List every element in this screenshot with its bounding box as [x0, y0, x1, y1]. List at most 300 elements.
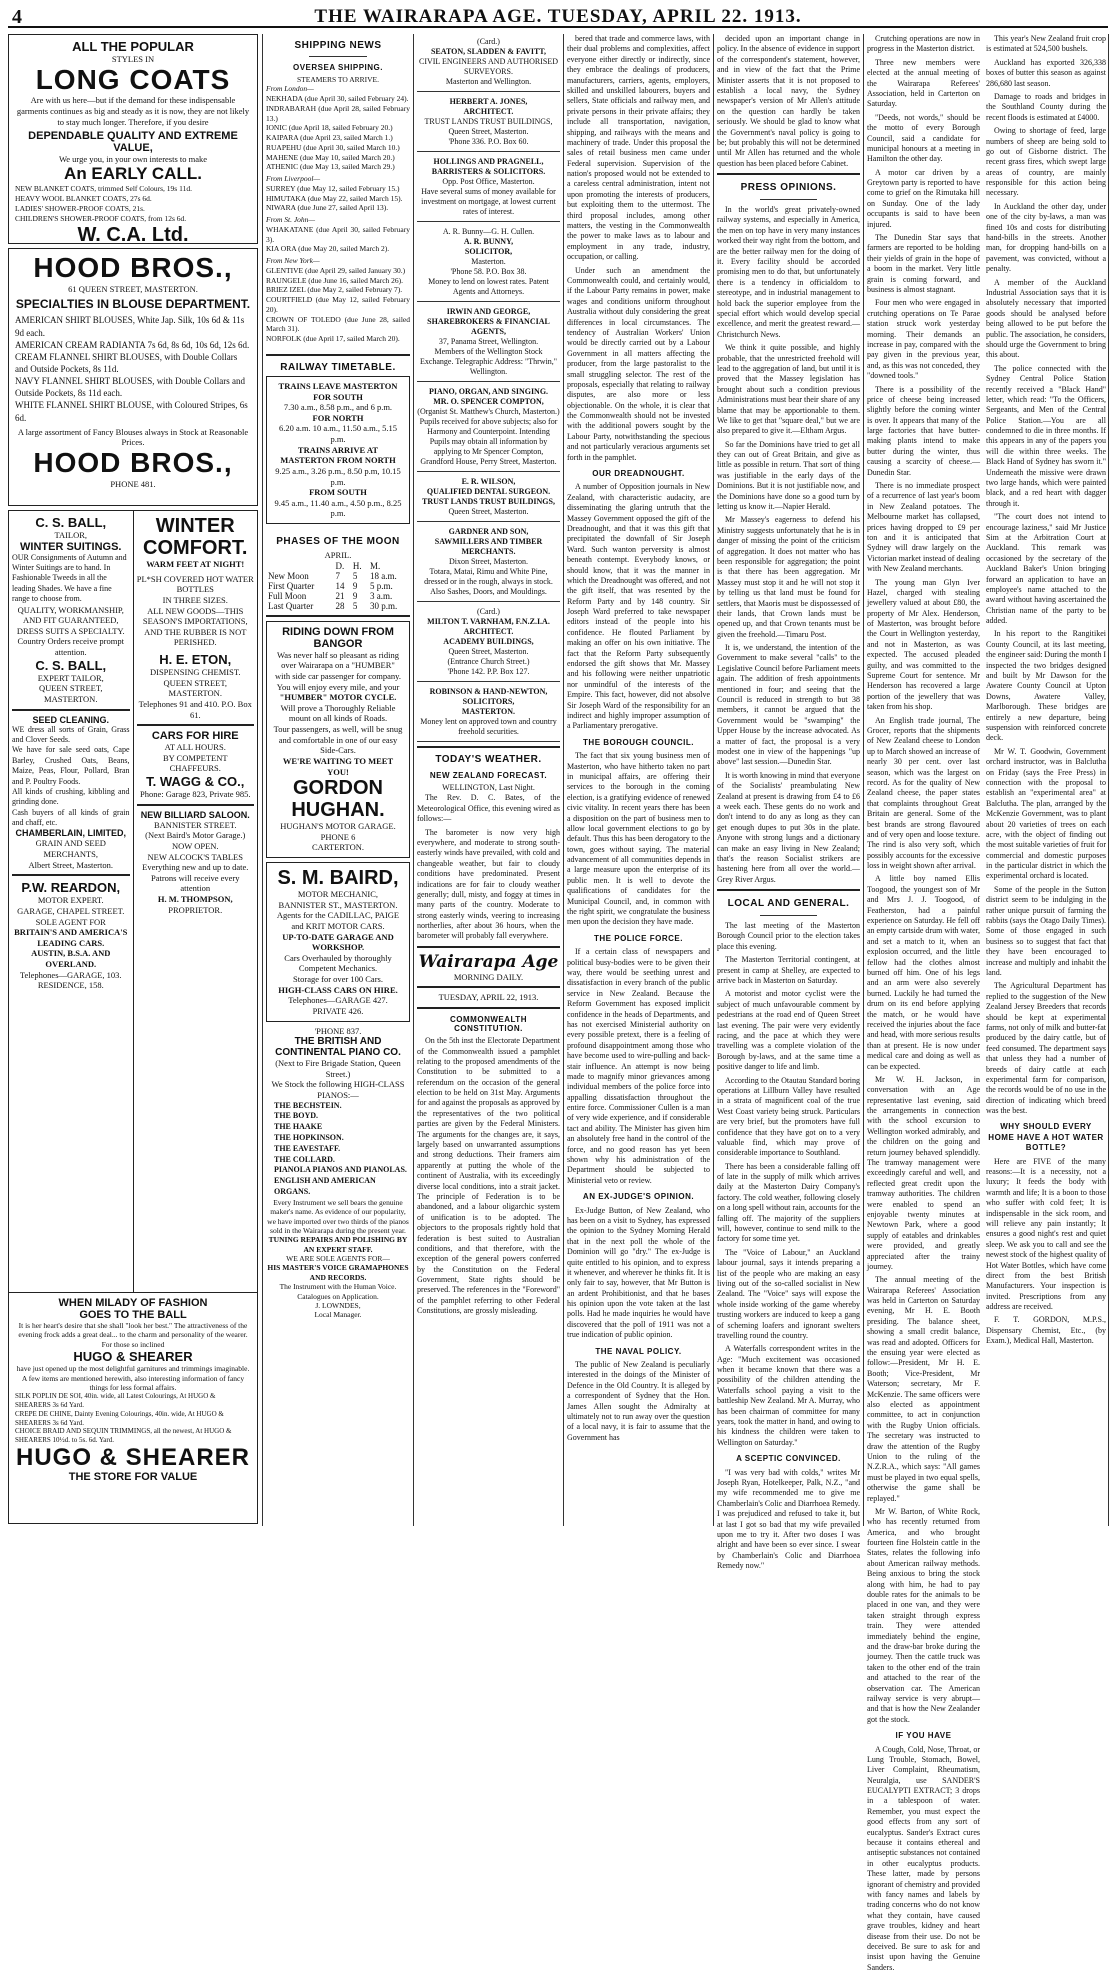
- ad-text: Every Instrument we sell bears the genuine maker's name. As evidence of our popularity, we have imported over two thirds of the pianos sold in the Wairarapa during the present year.: [266, 1198, 410, 1236]
- card-line: A. R. BUNNY,: [417, 237, 560, 247]
- ad-text: WARM FEET AT NIGHT!: [137, 559, 255, 570]
- ad-address: BANNISTER ST., MASTERTON.: [273, 900, 403, 911]
- list-item: PIANOLA PIANOS AND PIANOLAS.: [274, 1165, 410, 1176]
- ad-text: We Stock the following HIGH-CLASS PIANOS:—: [266, 1079, 410, 1100]
- ad-text: WE dress all sorts of Grain, Grass and Clover Seeds.: [12, 725, 130, 746]
- article-paragraph: Mr W. Barton, of White Rock, who has recently returned from America, and who brought fourteen fine Holstein cattle in the States, relates the following info about American railway methods. Being anxious to bring the stock along with him, he had to pay double rates for the animals to be placed in one van, and they were taken straight through express train. They were attended immediately behind the engine, and the draw-bar broke during the journey. Then the cattle truck was taken to the other end of the train and attached to the rear of the observation car. The American railway service is very abrupt—and that is how the New Zealander got the stock.: [867, 1507, 980, 1725]
- railway-timetable: [266, 376, 410, 524]
- section-heading: THE BOROUGH COUNCIL.: [567, 738, 710, 748]
- ad-text: (Next Baird's Motor Garage.): [137, 830, 255, 841]
- article-paragraph: In his report to the Rangitikei County Council, at its last meeting, the engineer said: During the month I inspected the two bridges designed and built by Mr Dawson for the Awatere County Council at Upton Downs, Awatere Valley, Marlborough. These bridges are entirely a new departure, being suspension with reinforced concrete deck.: [986, 629, 1106, 743]
- ad-firm-name: W. C.A. Ltd.: [15, 224, 251, 246]
- list-item: INDRABARAH (due April 28, sailed February 13.): [266, 104, 410, 124]
- article-paragraph: So far the Dominions have tried to get all they can out of Great Britain, and give as little as possible in return. That sort of thing was justifiable in the early days of the Dominions. But it is not justifiable now, and the Dominions have done so a good turn by letting us know it.—Napier Herald.: [717, 440, 860, 513]
- ad-headline: ALL THE POPULAR: [15, 39, 251, 54]
- article-paragraph: The Rev. D. C. Bates, of the Meteorological Office, this evening wired as follows:—: [417, 793, 560, 824]
- professional-card: [417, 224, 560, 302]
- article-paragraph: decided upon an important change in policy. In the absence of evidence in support of the correspondent's statement, however, and in view of the fact that the Prime Minister asserts that it is not proposed to establish a local navy, the Sydney newspaper's version of Mr Allen's attitude on the question can hardly be taken seriously. We should be glad to know what the Government's naval policy is going to be; but probably this will not be determined until Mr Allen has returned and the whole question has been placed before Cabinet.: [717, 34, 860, 169]
- ad-text: We have for sale seed oats, Cape Barley, Crushed Oats, Beans, Maize, Peas, Flour, Pollard, Bran and P. Poultry Foods.: [12, 745, 130, 787]
- ad-phone: 'PHONE 837.: [266, 1026, 410, 1037]
- ad-text: UP-TO-DATE GARAGE AND WORKSHOP.: [273, 932, 403, 953]
- ad-headline: WINTER SUITINGS.: [12, 541, 130, 553]
- ad-headline: SEED CLEANING.: [12, 715, 130, 725]
- list-item: RUAPEHU (due April 30, sailed March 10.): [266, 143, 410, 153]
- ad-text: Will prove a Thoroughly Reliable mount on all kinds of Roads.: [273, 703, 403, 724]
- column-6: [867, 34, 980, 1526]
- card-line: TRUST LANDS TRUST BUILDINGS, Queen Street, Masterton.: [417, 117, 560, 137]
- article-paragraph: The Agricultural Department has replied to the suggestion of the New Zealand Jersey Breeders that records should be kept at experimental farms, not only of milk and butter-fat produced by the dairy cattle, but of feed consumed. The department says that unless they had a number of breeds of dairy cattle at each experimental farm for comparison, the records would be of no use in the direction of indicating which breed was the best.: [986, 981, 1106, 1116]
- ad-firm-name: C. S. BALL,: [12, 658, 130, 673]
- table-row: Full Moon 21 9 3 a.m.: [266, 591, 410, 601]
- column-7: [986, 34, 1106, 1526]
- professional-card: [417, 604, 560, 682]
- article-paragraph: A Cough, Cold, Nose, Throat, or Lung Trouble, Stomach, Bowel, Liver Complaint, Rheumatism, Neuralgia, use SANDER'S EUCALYPTI EXTRACT; 3 drops in a tablespoon of water. Remember, you must expect the good effects from any sort of eucalyptus. Sander's Extract cures because it contains ethereal and antiseptic substances not contained in other eucalyptus products. These latter, made by persons ignorant of chemistry and provided with fancy names and labels by trading concerns who do not know what they contain, have caused grave troubles, kidney and heart disease from their use. Do not be deceived. Be sure to ask for and insist upon having the Genuine Sanders.: [867, 1745, 980, 1973]
- card-line: BARRISTERS & SOLICITORS.: [417, 167, 560, 177]
- article-paragraph: Three new members were elected at the annual meeting of the Wairarapa Referees' Association, held in Carterton on Saturday.: [867, 58, 980, 110]
- ad-tagline: THE STORE FOR VALUE: [15, 1471, 251, 1483]
- card-line: 37, Panama Street, Wellington.: [417, 337, 560, 347]
- table-row: Last Quarter 28 5 30 p.m.: [266, 601, 410, 611]
- article-paragraph: It is, we understand, the intention of the Government to make several "calls" to the Legislative Council before Parliament meets again. The addition of fresh appointments mentioned in four; and seeing that the Council is reduced in strength to but 38 members, it cannot be argued that the Government would be "swamping" the Upper House by the increase advocated. As a matter of fact, the proposal is a very modest one in view of the happenings "up above" last session.—Dunedin Star.: [717, 643, 860, 768]
- professional-card: [417, 154, 560, 222]
- ad-phone: Phone: Garage 823, Private 985.: [137, 789, 255, 800]
- ad-headline: COMFORT.: [137, 537, 255, 559]
- card-line: TRUST LANDS TRUST BUILDINGS,: [417, 497, 560, 507]
- list-item: WHAKATANE (due April 30, sailed February 3).: [266, 225, 410, 245]
- section-heading: OUR DREADNOUGHT.: [567, 469, 710, 479]
- ad-grid: [8, 510, 258, 1348]
- section-heading: PHASES OF THE MOON: [266, 536, 410, 547]
- ad-text: QUALITY, WORKMANSHIP, AND FIT GUARANTEED,: [12, 605, 130, 626]
- article-paragraph: According to the Otautau Standard boring operations at Lillburn Valley have resulted in a strata of magnificent coal of the true West Coast variety being struck. Particulars are very brief, but the promoters have full confidence that they have got on to a very valuable find, which may prove of considerable importance to Southland.: [717, 1076, 860, 1159]
- sub-heading: NEW ZEALAND FORECAST.: [417, 771, 560, 780]
- article-paragraph: The young man Glyn Iver Hazel, charged with stealing jewellery valued at about £80, the property of Mr Alex. Henderson, of Masterton, was brought before the Court in Wellington yesterday, and not in Masterton, as was expected. The accused pleaded guilty, and was committed to the Supreme Court for sentence. Mr Henderson has recovered a large portion of the jewellery that was taken from his shop.: [867, 578, 980, 713]
- article-paragraph: The police connected with the Sydney Central Police Station recently received a "Black Hand" letter, which read: "To the Officers, Sergeants, and Men of the Central Police Station.—You are all condemned to die in three months. If this appears in any of the papers you will die within three weeks. The Black Hand of Sydney has sworn it." Underneath the missive were drawn two large hands, which were painted black, and a red heart with dagger through it.: [986, 364, 1106, 509]
- section-heading: THE NAVAL POLICY.: [567, 1347, 710, 1357]
- article-paragraph: The "Voice of Labour," an Auckland labour journal, says it intends preparing a list of the people who are making an easy living out of the so-called socialist in New Zealand. The "Voice" says will expose the whole inside working of the game whereby trusting workers are induced to keep a gang of scheming loafers and ignorant swelters travelling round the country.: [717, 1248, 860, 1342]
- masthead-title: THE WAIRARAPA AGE. TUESDAY, APRIL 22. 1913.: [8, 6, 1108, 28]
- card-line: Pupils received for above subjects; also for Harmony and Counterpoint. Intending Pupils may obtain all information by applying to Mr Spencer Compton, Grandford House, Perry Street, Masterton.: [417, 417, 560, 467]
- article-paragraph: Damage to roads and bridges in the Southland County during the recent floods is estimated at £4000.: [986, 92, 1106, 123]
- ad-text: HIGH-CLASS CARS ON HIRE.: [273, 985, 403, 996]
- ad-text: Was never half so pleasant as riding over Wairarapa on a "HUMBER" with side car passenger for company. You will enjoy every mile, and your: [273, 650, 403, 693]
- ad-headline: DEPENDABLE QUALITY AND EXTREME VALUE,: [15, 130, 251, 154]
- ad-firm-name: S. M. BAIRD,: [273, 867, 403, 889]
- ad-headline: LONG COATS: [15, 65, 251, 96]
- list-item: ATHENIC (due May 13, sailed March 29.): [266, 162, 410, 172]
- card-line: MR. O. SPENCER COMPTON,: [417, 397, 560, 407]
- article-paragraph: A number of Opposition journals in New Zealand, with characteristic audacity, are disseminating the glaring untruth that the Massey Government opposed the gift of the Dreadnought, and that it was this gift that precipitated the downfall of Sir Joseph Ward. Such wanton perversity is almost beneath contempt. Everybody knows, or should know, that it was the manner in which the Dreadnought was offered, and not the gift itself, that was resented by the Reform Party and by 148 country. Sir Joseph Ward preferred to take newspaper editors instead of the people into his confidence. He flouted Parliament by making an offer on his own initiative. The fact that the Reform Party subsequently endorsed the gift shows that Mr. Massey and his following were neither unpatriotic nor unmindful of the interests of the Empire. This fact, however, did not absolve Sir Joseph Ward of the responsibility for an indirect and highly improper assumption of a Parliamentary prerogative.: [567, 482, 710, 731]
- column-3: [417, 34, 560, 1526]
- ad-firm-name: HUGO & SHEARER: [15, 1349, 251, 1364]
- column-rule: [563, 34, 564, 1526]
- ad-headline: CARS FOR HIRE: [137, 730, 255, 742]
- column-rule: [262, 34, 263, 1526]
- ad-text: Country Orders receive prompt attention.: [12, 636, 130, 657]
- ad-phone: Telephones 91 and 410. P.O. Box 61.: [137, 699, 255, 720]
- list-item: AMERICAN CREAM RADIANTA 7s 6d, 8s 6d, 10s 6d, 12s 6d.: [15, 339, 251, 351]
- ad-text: AT ALL HOURS.: [137, 742, 255, 753]
- column-rule: [713, 34, 714, 1526]
- section-heading: PRESS OPINIONS.: [717, 181, 860, 194]
- card-title: A. R. Bunny—G. H. Cullen.: [417, 227, 560, 237]
- section-heading: AN EX-JUDGE'S OPINION.: [567, 1192, 710, 1202]
- ad-firm-name: HUGO & SHEARER: [15, 1445, 251, 1471]
- article-paragraph: The public of New Zealand is peculiarly interested in the doings of the Minister of Defence in the Old Country. It is alleged by a correspondent of Sydney that the Hon. James Allen sought the Admiralty at ultimately not to run away over the question of a local navy, it is fair to assume that the Government has: [567, 1360, 710, 1443]
- article-paragraph: The annual meeting of the Wairarapa Referees' Association was held in Carterton on Saturday evening, Mr H. E. Booth presiding. The balance sheet, showing a small credit balance, was read and adopted. Officers for the ensuing year were elected as follow:—President, Mr H. E. Booth; Vice-President, Mr Waterson; secretary, Mr F. McKenzie. The same officers were also elected as appointment committee, to act in conjunction with the Rugby Union officials. The secretary was instructed to draw the attention of the Rugby Union to the ruling of the N.Z.R.A., which says: "All games must be played in two equal spells, otherwise the game shall be replayed.": [867, 1275, 980, 1504]
- card-title: HERBERT A. JONES,: [417, 97, 560, 107]
- article-paragraph: Mr Massey's eagerness to defend his Ministry suggests unfortunately that he is in danger of missing the point of the criticism of aggregation. It does not matter who has been responsible for aggregation; the point is that there has been aggregation. Mr Massey must stop it and he will not stop it by telling us that land must be found for settlers, that Maoris must be dispossessed of their lands, that Crown lands must be opened up, and that Crown tenants must be given the freehold.—Timaru Post.: [717, 515, 860, 640]
- list-item: RAUNGELE (due June 16, sailed March 26).: [266, 276, 410, 286]
- article-paragraph: Auckland has exported 326,338 boxes of butter this season as against 286,680 last season.: [986, 58, 1106, 89]
- timetable-heading: TRAINS ARRIVE AT MASTERTON FROM NORTH: [273, 445, 403, 466]
- ad-text: We urge you, in your own interests to make: [15, 154, 251, 165]
- card-title: HOLLINGS AND PRAGNELL,: [417, 157, 560, 167]
- ad-text: MOTOR MECHANIC,: [273, 889, 403, 900]
- professional-card: [417, 684, 560, 742]
- sub-heading: APRIL.: [266, 550, 410, 561]
- article-paragraph: A Waterfalls correspondent writes in the Age: "Much excitement was occasioned when it became known that there was a possibility of the children attending the Waterfalls school paying a visit to the battleship New Zealand. Mr A. Murray, who has been chairman of committee for many years, took the matter in hand, and owing to his kindness the children were taken to Wellington on Saturday.": [717, 1344, 860, 1448]
- card-line: Money to lend on lowest rates. Patent Agents and Attorneys.: [417, 277, 560, 297]
- section-heading: OVERSEA SHIPPING.: [266, 63, 410, 72]
- column-rule: [863, 34, 864, 1526]
- card-line: 'Phone 142. P.P. Box 127.: [417, 667, 560, 677]
- article-paragraph: A motor car driven by a Greytown party is reported to have come to grief on the Rimutaka hill on Sunday. One of the lady occupants is said to have been injured.: [867, 168, 980, 230]
- card-line: (Entrance Church Street.): [417, 657, 560, 667]
- ad-phone: PHONE 6: [273, 832, 403, 843]
- card-line: Masterton and Wellington.: [417, 77, 560, 87]
- list-heading: From New York—: [266, 256, 410, 266]
- ad-firm-name: C. S. BALL,: [12, 515, 130, 530]
- article-paragraph: It is worth knowing in mind that everyone of the Socialists' preambulating New Zealand at present is drawing from £4 to £6 a week each. These gents do no work and don't intend to do any as long as they can get enough dupes to put 30s in the plate. Anyone with strong lungs and a dictionary can make an easy living in New Zealand; that's the reason Socialist strikers are hastening here from all over the world.—Grey River Argus.: [717, 771, 860, 885]
- ad-headline: NEW BILLIARD SALOON.: [137, 810, 255, 820]
- article-paragraph: Crutching operations are now in progress in the Masterton district.: [867, 34, 980, 55]
- ad-headline: WINTER: [137, 515, 255, 537]
- article-paragraph: The Masterton Territorial contingent, at present in camp at Shelley, are expected to arrive back in Masterton on Saturday.: [717, 955, 860, 986]
- section-heading: TODAY'S WEATHER.: [417, 754, 560, 765]
- article-paragraph: "I was very bad with colds," writes Mr Joseph Ryan, Hotelkeeper, Palk, N.Z., "and my wife recommended me to give me Chamberlain's Colic and Diarrhoea Remedy. I was prejudiced and refused to take it, but at last I got so bad that my wife prevailed upon me to try it. After two doses I was alright and have been so ever since. I swear by Chamberlain's Colic and Diarrhoea Remedy now.": [717, 1468, 860, 1572]
- card-title: PIANO, ORGAN, AND SINGING.: [417, 387, 560, 397]
- ad-text: Catalogues on Application.: [266, 1292, 410, 1301]
- ad-firm-name: H. E. ETON,: [137, 652, 255, 667]
- ad-text: WE ARE SOLE AGENTS FOR—: [266, 1254, 410, 1263]
- ad-address: BANNISTER STREET.: [137, 820, 255, 831]
- column-2: [266, 34, 410, 1526]
- article-paragraph: If a certain class of newspapers and political busy-bodies were to be given their way, there would be seething unrest and dissatisfaction in every branch of the public service in New Zealand. Because the Reform Government has exposed implicit confidence in the heads of Departments, and has not exercised Ministerial authority on every possible pretext, there is a feeling of profound disappointment among those who have become used to wire-pulling and back-stair influence. An attempt is now being made to magnify minor grievances among individual members of the police force into appalling dissatisfaction throughout the entire force. Commissioner Cullen is a man of very wide experience, and if considerable tact and ability. The Minister has given him an absolutely free hand in the control of the force, and no good reason has yet been shown why his administration of the Department should be subjected to Ministerial veto or review.: [567, 947, 710, 1186]
- professional-card: [417, 94, 560, 152]
- ad-address: GARAGE, CHAPEL STREET.: [12, 906, 130, 917]
- article-paragraph: "The court does not intend to encourage laziness," said Mr Justice Sim at the Arbitration Court at Auckland. This remark was occasioned by the secretary of the Auckland Baker's Union bringing forward an application to have an employee's name attached to the award without having ascertained the Christian name of the party to be added.: [986, 512, 1106, 626]
- table-header: M.: [368, 561, 410, 571]
- article-paragraph: We think it quite possible, and highly probable, that the unrestricted freehold will lead to the aggregation of land, but until it is proved that the Massey legislation has brought about such a condition previous Administrations must bear their share of any blame that may be apportionable to them. We like to get that "square deal," but we are also prepared to give it.—Eltham Argus.: [717, 343, 860, 437]
- article-paragraph: The fact that six young business men of Masterton, who have hitherto taken no part in municipal affairs, are offering their services to the borough in the coming election, is a gratifying evidence of renewed civic vitality. In recent years there has been a disposition on the part of business men to allow local government elections to go by default. Thus this has been derogatory to the town, goes without saying. The material advancement of all communities depends in a large measure upon the enterprise of its public men. It is well to devote the qualifications of candidates for the Municipal Council, and, in common with the right spirit, we congratulate the business men upon the decision they have made.: [567, 751, 710, 928]
- ad-text: A few items are mentioned herewith, also interesting information of fancy things for less formal affairs.: [15, 1374, 251, 1393]
- list-item: NORFOLK (due April 17, sailed March 20).: [266, 334, 410, 344]
- list-item: THE BOYD.: [274, 1111, 410, 1122]
- list-item: COURTFIELD (due May 12, sailed February 20).: [266, 295, 410, 315]
- sub-heading: MORNING DAILY.: [417, 972, 560, 983]
- ad-text: HUGHAN'S MOTOR GARAGE.: [273, 821, 403, 832]
- article-paragraph: A little boy named Ellis Toogood, the youngest son of Mr and Mrs J. J. Toogood, of Featherston, had a painful experience on Saturday. He fell off an empty cartside drum with water, and set a match to it, when an explosion occurred, and the little fellow had the clothes almost burned off him. One of his legs and an arm were also severely burned. Luckily he had turned the drum on its end before applying the match, or he would have received the injuries about the face and head, with more serious results than at present. He is now under medical care and doing as well as can be expected.: [867, 874, 980, 1071]
- ad-address: QUEEN STREET, MASTERTON.: [137, 678, 255, 699]
- column-rule: [1108, 34, 1109, 1526]
- article-paragraph: Owing to shortage of feed, large numbers of sheep are being sold to go out of Gisborne district. The recent grass fires, which swept large areas of country, are mainly responsible for this action being necessary.: [986, 126, 1106, 199]
- ad-text: have just opened up the most delightful garnitures and trimmings imaginable.: [15, 1364, 251, 1373]
- card-line: Totara, Matai, Rimu and White Pine, dressed or in the rough, always in stock. Also Sashes, Doors, and Mouldings.: [417, 567, 560, 597]
- ad-headline: GOES TO THE BALL: [15, 1309, 251, 1321]
- ad-text: DISPENSING CHEMIST.: [137, 667, 255, 678]
- list-item: THE EAVESTAFF.: [274, 1144, 410, 1155]
- professional-card: [417, 524, 560, 602]
- article-paragraph: There has been a considerable falling off of late in the supply of milk which arrives daily at the Masterton Dairy Company's factory. The cold weather, following closely on a long spell without rain, accounts for the falling off. The majority of the suppliers will, however, continue to send milk to the factory for some time yet.: [717, 1162, 860, 1245]
- list-item: THE HAAKE: [274, 1122, 410, 1133]
- professional-cards: [417, 34, 560, 742]
- card-line: QUALIFIED DENTAL SURGEON.: [417, 487, 560, 497]
- ad-text: PL*SH COVERED HOT WATER BOTTLES: [137, 574, 255, 595]
- card-line: CIVIL ENGINEERS AND AUTHORISED SURVEYORS.: [417, 57, 560, 77]
- ad-text: AUSTIN, B.S.A. AND OVERLAND.: [12, 948, 130, 969]
- list-item: THE BECHSTEIN.: [274, 1101, 410, 1112]
- card-line: ACADEMY BUILDINGS,: [417, 637, 560, 647]
- article-paragraph: bered that trade and commerce laws, with their dual problems and complexities, affect everyone either directly or indirectly, since they embrace the dealings of producers, manufacturers, carriers, agents, employers, skilled and unskilled labourers, buyers and sellers, State officials and railway men, and private persons in their private affairs; they include all transportation, navigation, shipping, and railways with the means and machinery of trade. Under this proposal the sales of retail business men came under Federal supervision. Supervision of the nation's proposed would not be extended to a careless central administration, intent not upon promoting the interests of producers, but exploiting them to the uttermost. The third proposal includes, among other matters, the vesting in the Commonwealth the power to make laws as to labour and employment in any trade, industry, occupation, or calling.: [567, 34, 710, 263]
- ad-text: Cash buyers of all kinds of grain and chaff, etc.: [12, 808, 130, 829]
- ad-signature: F. T. GORDON, M.P.S., Dispensary Chemist, Etc., (by Exam.), Medical Hall, Masterton.: [986, 1315, 1106, 1346]
- ad-text: The Instrument with the Human Voice.: [266, 1282, 410, 1291]
- timetable-heading: FROM SOUTH: [273, 487, 403, 498]
- list-item: CHOICE BRAID AND SEQUIN TRIMMINGS, all the newest, At HUGO & SHEARERS 10½d. to 5s. 6d. Yard.: [15, 1427, 251, 1445]
- list-heading: From Liverpool—: [266, 174, 410, 184]
- card-line: Masterton.: [417, 257, 560, 267]
- ad-text: Cars Overhauled by thoroughly Competent Mechanics.: [273, 953, 403, 974]
- ad-phone: Telephones—GARAGE, 103. RESIDENCE, 158.: [12, 970, 130, 991]
- timetable-times: 9.45 a.m., 11.40 a.m., 4.50 p.m., 8.25 p.m.: [273, 498, 403, 519]
- card-title: (Card.): [417, 607, 560, 617]
- card-line: SHAREBROKERS & FINANCIAL AGENTS,: [417, 317, 560, 337]
- ad-text: NEW ALCOCK'S TABLES: [137, 852, 255, 863]
- card-title: ROBINSON & HAND-NEWTON,: [417, 687, 560, 697]
- ad-text: All kinds of crushing, kibbling and grinding done.: [12, 787, 130, 808]
- professional-card: [417, 384, 560, 472]
- column-5: [717, 34, 860, 1526]
- masthead: [8, 6, 1108, 28]
- card-line: Members of the Wellington Stock Exchange. Telegraphic Address: "Thrwin," Wellington.: [417, 347, 560, 377]
- list-item: MAHENE (due May 10, sailed March 20.): [266, 153, 410, 163]
- moon-phases-table: [266, 561, 410, 611]
- ad-text: NOW OPEN.: [137, 841, 255, 852]
- card-line: Opp. Post Office, Masterton.: [417, 177, 560, 187]
- timetable-times: 9.25 a.m., 3.26 p.m., 8.50 p.m, 10.15 p.m.: [273, 466, 403, 487]
- ad-phone: Telephones—GARAGE 427. PRIVATE 426.: [273, 995, 403, 1016]
- article-paragraph: Here are FIVE of the many reasons:—It is a necessity, not a luxury; It feeds the body with warmth and life; It is a boon to those who suffer with cold feet; It is indispensable in the sick room, and will relieve any pain instantly; It ensures a good night's rest and quiet sleep. We ask you to call and see the newest stock of the highest quality of Hot Water Bottles, which have come direct from the best British Manufacturers. Your inspection is invited. Prescriptions from any address are received.: [986, 1157, 1106, 1313]
- ad-headline: RIDING DOWN FROM BANGOR: [273, 626, 403, 650]
- list-item: NIWARA (due June 27, sailed April 13).: [266, 203, 410, 213]
- article-paragraph: Under such an amendment the Commonwealth could, and certainly would, if the Labour Party remains in power, make wages and conditions uniform throughout Australia without duly considering the great differences in local circumstances. The tendency of Australian Workers' Union would be directly carried out by a Labour Government in all matters affecting the producer, from the large pastoralist to the small struggling selector. The rest of the proposals, especially that relating to railway disputes, are also more or less objectionable. On the whole, it is clear that the Commonwealth should not be invested with the additional powers sought by the Labour Party, notwithstanding the specious and not particularly veracious arguments set forth in the pamphlet.: [567, 266, 710, 463]
- article-paragraph: Some of the people in the Sutton district seem to be indulging in the rather unique pursuit of farming the rabbits (says the Otago Daily Times). Some of those engaged in such business so to suggest that fact that they have been encouraged to increase and multiply and inhabit the land.: [986, 885, 1106, 979]
- ad-text: MOTOR EXPERT.: [12, 895, 130, 906]
- ad-hugo-shearer: [8, 1292, 258, 1524]
- section-heading: LOCAL AND GENERAL.: [717, 897, 860, 910]
- article-paragraph: "Deeds, not words," should be the motto of every Borough Council, said a candidate for municipal honours at a meeting in Hamilton the other day.: [867, 113, 980, 165]
- list-item: CREPE DE CHINE, Dainty Evening Colourings, 40in. wide, At HUGO & SHEARERS 3s 6d Yard.: [15, 1410, 251, 1428]
- ad-firm-name: GORDON HUGHAN.: [273, 777, 403, 821]
- list-heading: From London—: [266, 84, 410, 94]
- card-line: SOLICITORS,: [417, 697, 560, 707]
- list-item: LADIES' SHOWER-PROOF COATS, 21s.: [15, 204, 251, 214]
- article-paragraph: A member of the Auckland Industrial Association says that it is absolutely necessary that imported goods should be analysed before being allowed to be put before the public. The association, he considers, should urge the Government to bring this about.: [986, 278, 1106, 361]
- card-line: 'Phone 336. P.O. Box 60.: [417, 137, 560, 147]
- article-paragraph: Four men who were engaged in crutching operations on Te Parae station struck work yesterday morning. Their demands an increase in pay, compared with the pay given in the previous year, and, as this was not conceded, they "downed tools.": [867, 298, 980, 381]
- ad-text: OUR Consignments of Autumn and Winter Suitings are to hand. In Fashionable Tweeds in all the leading Shades. We have a fine range to choose from.: [12, 553, 130, 605]
- ad-address: QUEEN STREET, MASTERTON.: [12, 683, 130, 704]
- ad-piano: [266, 1026, 410, 1320]
- list-item: KAIPARA (due April 23, sailed March 1.): [266, 133, 410, 143]
- list-item: CROWN OF TOLEDO (due June 28, sailed March 31).: [266, 315, 410, 335]
- ad-text: TUNING REPAIRS AND POLISHING BY AN EXPERT STAFF.: [266, 1235, 410, 1254]
- list-item: NAVY FLANNEL SHIRT BLOUSES, with Double Collars and Outside Pockets, 8s 11d each.: [15, 375, 251, 399]
- ad-text: DRESS SUITS A SPECIALTY.: [12, 626, 130, 637]
- ad-long-coats: [8, 34, 258, 244]
- list-item: THE HOPKINSON.: [274, 1133, 410, 1144]
- section-heading: WHY SHOULD EVERY HOME HAVE A HOT WATER BOTTLE?: [986, 1122, 1106, 1153]
- card-line: Dixon Street, Masterton.: [417, 557, 560, 567]
- list-item: NEW BLANKET COATS, trimmed Self Colours, 19s 11d.: [15, 184, 251, 194]
- list-item: GLENTIVE (due April 29, sailed January 30.): [266, 266, 410, 276]
- ad-hood-bros: [8, 248, 258, 506]
- column-rule: [413, 34, 414, 1526]
- ad-baird: [266, 862, 410, 1022]
- section-heading: THE POLICE FORCE.: [567, 934, 710, 944]
- card-line: 'Phone 58. P.O. Box 38.: [417, 267, 560, 277]
- card-line: Queen Street, Masterton.: [417, 647, 560, 657]
- ad-text: Agents for the CADILLAC, PAIGE and KRIT MOTOR CARS.: [273, 910, 403, 931]
- list-item: KIA ORA (due May 20, sailed March 2).: [266, 244, 410, 254]
- table-row: First Quarter 14 9 5 p.m.: [266, 581, 410, 591]
- list-item: IONIC (due April 18, sailed February 20.): [266, 123, 410, 133]
- list-item: WHITE FLANNEL SHIRT BLOUSE, with Coloured Stripes, 6s 6d.: [15, 399, 251, 423]
- ad-text: It is her heart's desire that she shall "look her best." The attractiveness of the evening frock adds a great deal... to the charm and personality of the wearer. For those so inclined: [15, 1321, 251, 1349]
- section-heading: IF YOU HAVE: [867, 1731, 980, 1741]
- ad-address: CARTERTON.: [273, 842, 403, 853]
- ad-phone: PHONE 481.: [15, 479, 251, 490]
- ad-text: A large assortment of Fancy Blouses always in Stock at Reasonable Prices.: [15, 427, 251, 448]
- list-heading: From St. John—: [266, 215, 410, 225]
- timetable-times: 6.20 a.m. 10 a.m., 11.50 a.m., 5.15 p.m.: [273, 423, 403, 444]
- list-item: HEAVY WOOL BLANKET COATS, 27s 6d.: [15, 194, 251, 204]
- column-4: [567, 34, 710, 1526]
- list-item: AMERICAN SHIRT BLOUSES, White Jap. Silk, 10s 6d & 11s 9d each.: [15, 314, 251, 338]
- list-item: CHILDREN'S SHOWER-PROOF COATS, from 12s 6d.: [15, 214, 251, 224]
- card-line: Have several sums of money available for investment on mortgage, at lowest current rates of interest.: [417, 187, 560, 217]
- ad-firm-name: CHAMBERLAIN, LIMITED,: [12, 828, 130, 838]
- ad-firm-name: THE BRITISH AND CONTINENTAL PIANO CO.: [266, 1036, 410, 1058]
- ad-humber: [266, 621, 410, 858]
- ad-text: HIS MASTER'S VOICE GRAMAPHONES AND RECORDS.: [266, 1263, 410, 1282]
- section-heading: RAILWAY TIMETABLE.: [266, 362, 410, 373]
- ad-headline: WHEN MILADY OF FASHION: [15, 1297, 251, 1309]
- card-title: GARDNER AND SON,: [417, 527, 560, 537]
- ad-text: Local Manager.: [266, 1310, 410, 1319]
- dateline: WELLINGTON, Last Night.: [417, 783, 560, 793]
- article-paragraph: Mr W. T. Goodwin, Government orchard instructor, was in Balclutha on Friday (says the Free Press) in connection with the proposal to establish an "experimental area" at Balclutha. The plan, arranged by the McKenzie Government, was to plant about 20 varieties of trees on each acre, with the object of finding out the most suitable varieties of fruit for commercial and domestic purposes in the particular district in which the experimental orchard is located.: [986, 747, 1106, 882]
- card-line: MASTERTON.: [417, 707, 560, 717]
- ad-address: (Next to Fire Brigade Station, Queen Street.): [266, 1058, 410, 1079]
- card-line: SOLICITOR,: [417, 247, 560, 257]
- card-line: Money lent on approved town and country freehold securities.: [417, 717, 560, 737]
- list-item: HIMUTAKA (due May 22, sailed March 15).: [266, 194, 410, 204]
- professional-card: [417, 474, 560, 522]
- ad-text: GRAIN AND SEED MERCHANTS,: [12, 838, 130, 859]
- ad-text: BY COMPETENT CHAFFEURS.: [137, 753, 255, 774]
- timetable-heading: TRAINS LEAVE MASTERTON FOR SOUTH: [273, 381, 403, 402]
- article-paragraph: On the 5th inst the Electorate Department of the Commonwealth issued a pamphlet relating to the proposed amendments of the Constitution to be submitted to a referendum on the occasion of the general election to be held on 31st May. Arguments for and against the proposals as approved by the representatives of the two political parties are given by the Federal Ministers. The arguments for the changes are, it says, largely based on unwarranted assumptions and strong deductions. Their framers aim apparently at putting the whole of the continent of Australia, with its exceedingly diverse local conditions, into a strait jacket. The principle of Federation is to be abandoned, and a labour oligarchic system of unification is to be adopted. The objectors to the proposals rightly hold that federation is best suited to Australian conditions, and that therefore, with the exception of the general powers conferred by the Constitution on the Federal Government, State rights should be preserved. The references in the "Foreword" of the pamphlet referring to other Federal Constitutions, are grossly misleading.: [417, 1036, 560, 1317]
- article-paragraph: In Auckland the other day, under one of the city by-laws, a man was fined 10s and costs for distributing hand-bills in the streets. Another man, for dropping hand-bills on a pavement, was convicted, without a penalty.: [986, 202, 1106, 275]
- timetable-times: 7.30 a.m., 8.58 p.m., and 6 p.m.: [273, 402, 403, 413]
- card-line: (Organist St. Matthew's Church, Masterton.): [417, 407, 560, 417]
- ad-text: "HUMBER" MOTOR CYCLE.: [273, 692, 403, 703]
- card-line: ARCHITECT.: [417, 627, 560, 637]
- section-heading: SHIPPING NEWS: [266, 40, 410, 51]
- list-item: ENGLISH AND AMERICAN ORGANS.: [274, 1176, 410, 1198]
- card-line: SAWMILLERS AND TIMBER MERCHANTS.: [417, 537, 560, 557]
- table-row: New Moon 7 5 18 a.m.: [266, 571, 410, 581]
- ad-text: ALL NEW GOODS—THIS SEASON'S IMPORTATIONS, AND THE RUBBER IS NOT PERISHED.: [137, 606, 255, 649]
- ad-text: TAILOR,: [12, 530, 130, 541]
- professional-card: [417, 34, 560, 92]
- ad-firm-name: HOOD BROS.,: [15, 253, 251, 284]
- list-item: CREAM FLANNEL SHIRT BLOUSES, with Double Collars and Outside Pockets, 8s 11d.: [15, 351, 251, 375]
- ad-headline: SPECIALTIES IN BLOUSE DEPARTMENT.: [15, 297, 251, 311]
- ad-text: Storage for over 100 Cars.: [273, 974, 403, 985]
- article-paragraph: An English trade journal, The Grocer, reports that the shipments of New Zealand cheese to London up to March showed an increase of nearly 30 per cent. over last season, which was the largest on record. As for the quality of New Zealand cheese, the paper states that complaints throughout Great Britain are general. Some of the best brands are strong flavoured and of very open and loose texture. The rind is also very soft, which possibly accounts for the excessive loss in weight shown after arrival.: [867, 716, 980, 872]
- professional-card: [417, 304, 560, 382]
- ad-firm-name: H. M. THOMPSON,: [137, 894, 255, 905]
- ad-signature: J. LOWNDES,: [266, 1301, 410, 1310]
- ad-text: WE'RE WAITING TO MEET YOU!: [273, 756, 403, 777]
- section-heading: A SCEPTIC CONVINCED.: [717, 1454, 860, 1464]
- list-item: BRIEZ IZEL (due May 2, sailed February 7).: [266, 285, 410, 295]
- table-header: H.: [351, 561, 368, 571]
- card-title: (Card.): [417, 37, 560, 47]
- page-number: 4: [12, 6, 22, 29]
- card-line: ARCHITECT.: [417, 107, 560, 117]
- card-title: IRWIN AND GEORGE,: [417, 307, 560, 317]
- ad-address: 61 QUEEN STREET, MASTERTON.: [15, 284, 251, 295]
- ad-text: PROPRIETOR.: [137, 905, 255, 916]
- ad-text: STYLES IN: [15, 54, 251, 65]
- newspaper-nameplate: Wairarapa Age: [417, 952, 560, 972]
- card-line: Queen Street, Masterton.: [417, 507, 560, 517]
- card-title: E. R. WILSON,: [417, 477, 560, 487]
- list-item: SURREY (due May 12, sailed February 15.): [266, 184, 410, 194]
- article-paragraph: The last meeting of the Masterton Borough Council prior to the election takes place this evening.: [717, 921, 860, 952]
- section-heading: COMMONWEALTH CONSTITUTION.: [417, 1015, 560, 1033]
- sub-heading: STEAMERS TO ARRIVE.: [266, 75, 410, 84]
- ad-text: IN THREE SIZES.: [137, 595, 255, 606]
- ad-headline: An EARLY CALL.: [15, 165, 251, 184]
- card-line: SEATON, SLADDEN & FAVITT,: [417, 47, 560, 57]
- article-paragraph: There is no immediate prospect of a recurrence of last year's boom in New Zealand potatoes. The Melbourne market has collapsed, prices having dropped to £9 per ton and it is anticipated that Sydney will draw largely on the Victorian market instead of dealing with New Zealand merchants.: [867, 481, 980, 575]
- ad-firm-name: P.W. REARDON,: [12, 880, 130, 895]
- card-line: MILTON T. VARNHAM, F.N.Z.I.A.: [417, 617, 560, 627]
- article-paragraph: The Dunedin Star says that farmers are reported to be holding their yields of grain in the hope of a boom in the market. Very little grain is coming forward, and business is almost stagnant.: [867, 233, 980, 295]
- list-item: SILK POPLIN DE SOI, 40in. wide, all Latest Colourings, At HUGO & SHEARERS 3s 6d Yard.: [15, 1392, 251, 1410]
- dateline: TUESDAY, APRIL 22, 1913.: [417, 992, 560, 1003]
- article-paragraph: Ex-Judge Button, of New Zealand, who has been on a visit to Sydney, has expressed the opinion to the Sydney Morning Herald that in the next poll the whole of the Dominion will go "dry." The ex-Judge is quite entitled to his opinion, and to express it whenever, and wherever he thinks fit. It is only fair to say, however, that Mr Button is an ardent Prohibitionist, and that he bases his opinion upon the vote taken at the last polls. Had he made inquiries he would have discovered that the poll of 1911 was not a true indication of public opinion.: [567, 1206, 710, 1341]
- article-paragraph: There is a possibility of the price of cheese being increased slightly before the coming winter is over. It appears that many of the large factories that have butter-making plants intend to make butter during the winter, thus causing a scarcity of cheese.—Dunedin Star.: [867, 385, 980, 479]
- list-item: THE COLLARD.: [274, 1155, 410, 1166]
- ad-text: EXPERT TAILOR,: [12, 673, 130, 684]
- article-paragraph: A motorist and motor cyclist were the subject of much unfavourable comment by pedestrians at the road end of Queen Street last evening. The pair were very evidently racing, and the pace at which they were travelling was a complete violation of the Borough by-laws, and at the same time a positive danger to life and limb.: [717, 989, 860, 1072]
